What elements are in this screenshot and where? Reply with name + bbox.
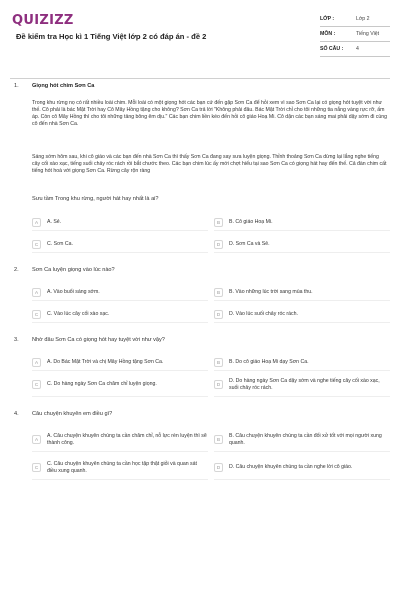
option-letter: B [214,288,223,297]
option-text: D. Sơn Ca và Sẻ. [229,240,270,247]
option-letter: C [32,240,41,249]
option-letter: B [214,218,223,227]
option-c[interactable] [32,373,208,397]
header-divider [10,78,390,79]
meta-key: SỐ CÂU : [320,46,344,52]
question-number: 3. [14,337,19,343]
option-text: A. Sẻ. [47,218,62,225]
question-text: Nhờ đâu Sơn Ca có giọng hót hay tuyệt vời như vậy? [32,337,165,343]
option-letter: C [32,463,41,472]
option-text: C. Câu chuyện khuyên chúng ta cần học tập thật giỏi và quan sát điều xung quanh. [47,460,197,474]
option-letter: C [32,380,41,389]
option-letter: A [32,288,41,297]
quizizz-logo: QUIZIZZ [12,13,74,28]
option-a[interactable] [32,214,208,231]
option-d[interactable] [214,373,390,397]
question-text: Câu chuyện khuyên em điều gì? [32,411,113,417]
option-text: D. Vào lúc suối chảy róc rách. [229,310,298,317]
option-text: C. Vào lúc cây cối xào xạc. [47,310,110,317]
option-text: B. Cô giáo Hoạ Mi. [229,218,273,225]
option-letter: A [32,435,41,444]
option-d[interactable] [214,456,390,480]
option-text: D. Câu chuyện khuyên chúng ta cần nghe lời cô giáo. [229,464,353,471]
divider [320,56,390,57]
question-text: Sưu tầm Trong khu rừng, người hát hay nhất là ai? [32,196,159,202]
option-a[interactable] [32,354,208,371]
question-number: 1. [14,83,19,89]
page-title: Đề kiểm tra Học kì 1 Tiếng Việt lớp 2 có đáp án - đề 2 [16,32,207,41]
option-letter: A [32,218,41,227]
option-b[interactable] [214,428,390,452]
option-letter: D [214,310,223,319]
option-a[interactable] [32,284,208,301]
option-d[interactable] [214,306,390,323]
option-letter: A [32,358,41,367]
option-text: C. Do hàng ngày Sơn Ca chăm chỉ luyện giọng. [47,381,157,388]
divider [320,41,390,42]
option-text: A. Vào buổi sáng sớm. [47,288,100,295]
passage-paragraph-1: Trong khu rừng nọ có rất nhiều loài chim. Mỗi loài có một giọng hót các bạn cứ đến gặp Sơn Ca để hỏi xem vì sao Sơn Ca lại có giọng hót tuyệt vời như thế. Cô phải là bác Mặt Trời hay Cô Mây Hồng tặng cho không? Sơn Ca trả lời "Không phải đâu. Bác Mặt Trời chỉ cho tôi những tia nắng vàng rực rỡ, ấm áp. Còn cô Mây Hồng thì cho tôi những tảng bông êm dịu." Các bạn chim liền kéo đến hỏi cô giáo Hoạ Mi. Cô dặn các bạn sáng mai phải dậy sớm đi cùng cô đến nhà Sơn Ca. [32,100,388,127]
question-number: 2. [14,267,19,273]
option-text: D. Do hàng ngày Sơn Ca dậy sớm và nghe tiếng cây cối xào xạc, suối chảy róc rách. [229,377,380,391]
option-letter: B [214,358,223,367]
option-letter: B [214,435,223,444]
option-letter: D [214,380,223,389]
option-a[interactable] [32,428,208,452]
passage-paragraph-2: Sáng sớm hôm sau, khi cô giáo và các bạn đến nhà Sơn Ca thì thấy Sơn Ca đang say sưa luyện giọng. Thỉnh thoảng Sơn Ca dừng lại lắng nghe tiếng cây cối xào xạc, tiếng suối chảy róc rách rồi bắt chước theo. Các bạn chim lúc ấy mới chợt hiểu tại sao Sơn Ca có giọng hát hay đến thế. Cả đàn chim cất tiếng hót hoà với giọng Sơn Ca. Rừng cây rộn ràng [32,154,387,174]
option-d[interactable] [214,236,390,253]
option-letter: D [214,463,223,472]
divider [320,26,390,27]
meta-key: LỚP : [320,16,335,22]
option-text: B. Câu chuyện khuyên chúng ta cần đối xử tốt với mọi người xung quanh. [229,432,382,446]
option-text: B. Do cô giáo Hoạ Mi dạy Sơn Ca. [229,358,309,365]
option-text: C. Sơn Ca. [47,240,73,247]
option-text: B. Vào những lúc trời sang mùa thu. [229,288,313,295]
option-b[interactable] [214,354,390,371]
option-b[interactable] [214,214,390,231]
option-letter: D [214,240,223,249]
option-c[interactable] [32,236,208,253]
option-letter: C [32,310,41,319]
meta-value: 4 [356,46,359,52]
option-b[interactable] [214,284,390,301]
option-c[interactable] [32,306,208,323]
option-text: A. Do Bác Mặt Trời và chị Mây Hồng tặng Sơn Ca. [47,358,164,365]
option-text: A. Câu chuyện khuyên chúng ta cần chăm chỉ, nỗ lực rèn luyện thì sẽ thành công. [47,432,207,446]
meta-value: Lớp 2 [356,16,370,22]
meta-value: Tiếng Việt [356,31,380,37]
question-number: 4. [14,411,19,417]
option-c[interactable] [32,456,208,480]
question-text: Sơn Ca luyện giọng vào lúc nào? [32,267,115,273]
passage-title: Giọng hót chim Sơn Ca [32,83,95,89]
meta-key: MÔN : [320,31,336,37]
